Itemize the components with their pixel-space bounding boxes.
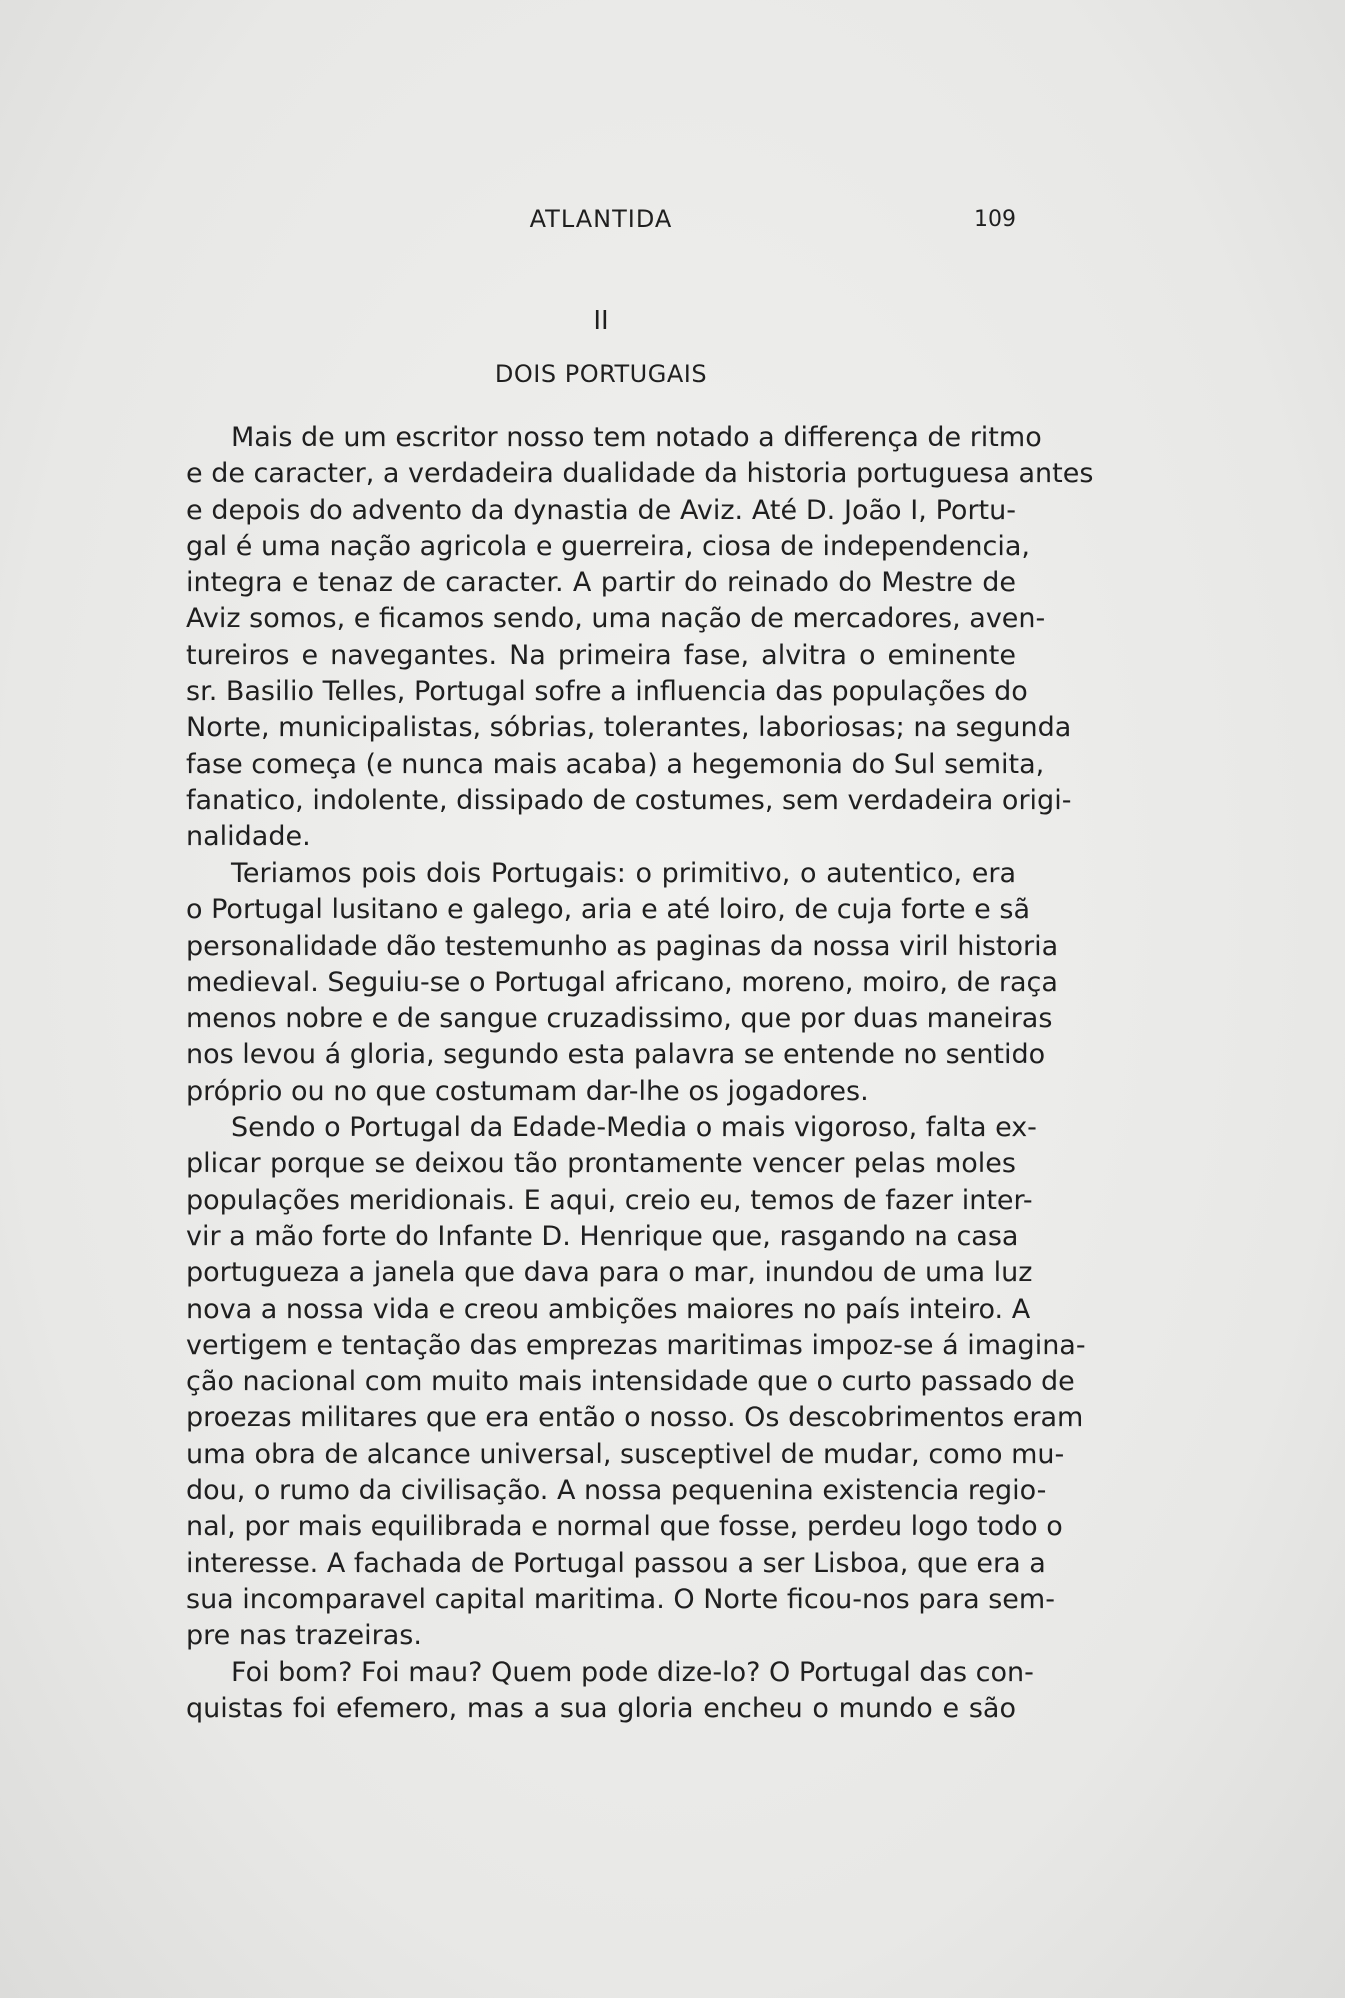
text-line: Teriamos pois dois Portugais: o primitivo, o autentico, era	[231, 858, 1016, 889]
text-line: o Portugal lusitano e galego, aria e até loiro, de cuja forte e sã	[186, 894, 1030, 926]
text-line: Foi bom? Foi mau? Quem pode dize-lo? O Portugal das con-	[231, 1656, 1034, 1688]
text-line: nova a nossa vida e creou ambições maiores no país inteiro. A	[186, 1293, 1031, 1325]
text-line: e de caracter, a verdadeira dualidade da historia portuguesa antes	[186, 458, 1094, 490]
text-line: fase começa (e nunca mais acaba) a hegemonia do Sul semita,	[186, 748, 1045, 780]
text-line: vir a mão forte do Infante D. Henrique que, rasgando na casa	[186, 1220, 1019, 1252]
running-title: ATLANTIDA	[529, 205, 673, 233]
running-head	[186, 205, 1016, 241]
text-line: proezas militares que era então o nosso. Os descobrimentos eram	[186, 1402, 1084, 1434]
text-line: próprio ou no que costumam dar-lhe os jogadores.	[186, 1075, 869, 1107]
text-line: tureiros e navegantes. Na primeira fase, alvitra o eminente	[186, 639, 1016, 671]
text-line: portugueza a janela que dava para o mar, inundou de uma luz	[186, 1257, 1033, 1289]
text-line: Sendo o Portugal da Edade-Media o mais vigoroso, falta ex-	[231, 1112, 1037, 1144]
text-line: nal, por mais equilibrada e normal que fosse, perdeu logo todo o	[186, 1511, 1063, 1543]
paragraph-3	[186, 1110, 1086, 1654]
text-line: uma obra de alcance universal, susceptivel de mudar, como mu-	[186, 1438, 1065, 1470]
text-line: plicar porque se deixou tão prontamente vencer pelas moles	[186, 1148, 1016, 1180]
text-line: nalidade.	[186, 821, 311, 853]
text-line: vertigem e tentação das emprezas maritimas impoz-se á imagina-	[186, 1329, 1086, 1361]
text-line: quistas foi efemero, mas a sua gloria encheu o mundo e são	[186, 1692, 1016, 1724]
text-line: Mais de um escritor nosso tem notado a differença de ritmo	[231, 422, 1042, 453]
text-line: menos nobre e de sangue cruzadissimo, que por duas maneiras	[186, 1003, 1053, 1035]
text-line: pre nas trazeiras.	[186, 1620, 422, 1652]
text-line: e depois do advento da dynastia de Aviz. Até D. João I, Portu-	[186, 494, 1016, 526]
body-text	[186, 420, 1094, 856]
text-line: integra e tenaz de caracter. A partir do reinado do Mestre de	[186, 567, 1016, 599]
text-line: interesse. A fachada de Portugal passou a ser Lisboa, que era a	[186, 1547, 1046, 1579]
body-text-continued	[186, 856, 1086, 1727]
page-number: 109	[974, 207, 1016, 232]
text-line: Aviz somos, e ficamos sendo, uma nação de mercadores, aven-	[186, 603, 1046, 635]
section-title: DOIS PORTUGAIS	[494, 360, 708, 388]
text-line: fanatico, indolente, dissipado de costumes, sem verdadeira origi-	[186, 784, 1072, 816]
text-line: medieval. Seguiu-se o Portugal africano, moreno, moiro, de raça	[186, 966, 1058, 998]
section-number: II	[593, 306, 609, 336]
text-line: ção nacional com muito mais intensidade que o curto passado de	[186, 1366, 1075, 1398]
text-line: sr. Basilio Telles, Portugal sofre a influencia das populações do	[186, 676, 1028, 708]
text-line: gal é uma nação agricola e guerreira, ciosa de independencia,	[186, 530, 1031, 562]
paragraph-2-lines	[186, 856, 1059, 1110]
text-line: personalidade dão testemunho as paginas da nossa viril historia	[186, 930, 1059, 962]
paragraph-4	[186, 1655, 1034, 1728]
text-line: nos levou á gloria, segundo esta palavra se entende no sentido	[186, 1039, 1046, 1071]
text-line: Norte, municipalistas, sóbrias, tolerantes, laboriosas; na segunda	[186, 712, 1072, 744]
text-line: dou, o rumo da civilisação. A nossa pequenina existencia regio-	[186, 1475, 1047, 1507]
text-line: populações meridionais. E aqui, creio eu, temos de fazer inter-	[186, 1184, 1033, 1216]
text-line: sua incomparavel capital maritima. O Norte ficou-nos para sem-	[186, 1583, 1055, 1615]
paragraph-1	[186, 420, 1094, 856]
